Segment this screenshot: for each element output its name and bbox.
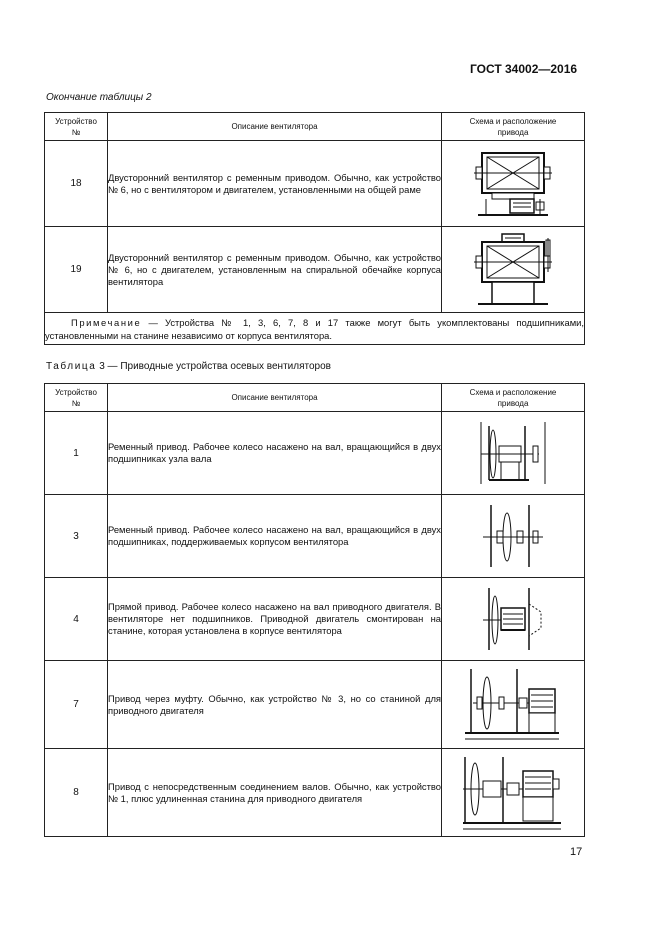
col-scheme-header: Схема и расположение привода: [442, 384, 585, 412]
double-fan-belt-motor-on-casing-icon: [442, 227, 585, 313]
table-note-row: [45, 313, 585, 345]
device-description: Привод через муфту. Обычно, как устройство № 3, но со станиной для приводного двигателя: [108, 661, 442, 749]
table-note: Примечание — Устройства № 1, 3, 6, 7, 8 и 17 также могут быть укомплектованы подшипниками, установленными на станине независимо от корпуса вентилятора.: [45, 313, 585, 345]
page-number: 17: [570, 846, 583, 858]
table-row: [45, 141, 585, 227]
col-device-header: Устройство №: [45, 113, 108, 141]
axial-coupling-drive-icon: [442, 661, 585, 749]
table-row: [45, 578, 585, 661]
col-scheme-header: Схема и расположение привода: [442, 113, 585, 141]
table3-header-row: [45, 384, 585, 412]
table-row: [45, 227, 585, 313]
axial-direct-drive-icon: [442, 578, 585, 661]
document-code: ГОСТ 34002—2016: [470, 62, 578, 76]
device-description: Привод с непосредственным соединением валов. Обычно, как устройство № 1, плюс удлиненная станина для приводного двигателя: [108, 749, 442, 837]
axial-belt-shaft-bearings-icon: [442, 412, 585, 495]
axial-belt-casing-bearings-icon: [442, 495, 585, 578]
table3-caption: Таблица 3 — Приводные устройства осевых вентиляторов: [46, 361, 331, 372]
device-number: 1: [45, 412, 108, 495]
device-number: 18: [45, 141, 108, 227]
table-row: [45, 661, 585, 749]
table3: [44, 383, 585, 837]
device-number: 4: [45, 578, 108, 661]
device-description: Двусторонний вентилятор с ременным приводом. Обычно, как устройство № 6, но с двигателем, установленным на спиральной обечайке корпуса вентилятора: [108, 227, 442, 313]
table2-header-row: [45, 113, 585, 141]
table-row: [45, 495, 585, 578]
device-description: Ременный привод. Рабочее колесо насажено на вал, вращающийся в двух подшипниках узла вала: [108, 412, 442, 495]
device-description: Ременный привод. Рабочее колесо насажено на вал, вращающийся в двух подшипниках, поддерживаемых корпусом вентилятора: [108, 495, 442, 578]
col-description-header: Описание вентилятора: [108, 113, 442, 141]
double-fan-belt-common-frame-icon: [442, 141, 585, 227]
table-row: [45, 412, 585, 495]
table2-continuation: [44, 112, 585, 345]
device-number: 7: [45, 661, 108, 749]
device-number: 3: [45, 495, 108, 578]
device-description: Двусторонний вентилятор с ременным приводом. Обычно, как устройство № 6, но с вентилятором и двигателем, установленными на общей раме: [108, 141, 442, 227]
device-number: 19: [45, 227, 108, 313]
col-description-header: Описание вентилятора: [108, 384, 442, 412]
axial-direct-shaft-extended-frame-icon: [442, 749, 585, 837]
device-number: 8: [45, 749, 108, 837]
col-device-header: Устройство №: [45, 384, 108, 412]
table2-caption: Окончание таблицы 2: [46, 92, 152, 103]
device-description: Прямой привод. Рабочее колесо насажено на вал приводного двигателя. В вентиляторе нет подшипников. Приводной двигатель смонтирован на станине, которая установлена в корпусе вентилятора: [108, 578, 442, 661]
table-row: [45, 749, 585, 837]
